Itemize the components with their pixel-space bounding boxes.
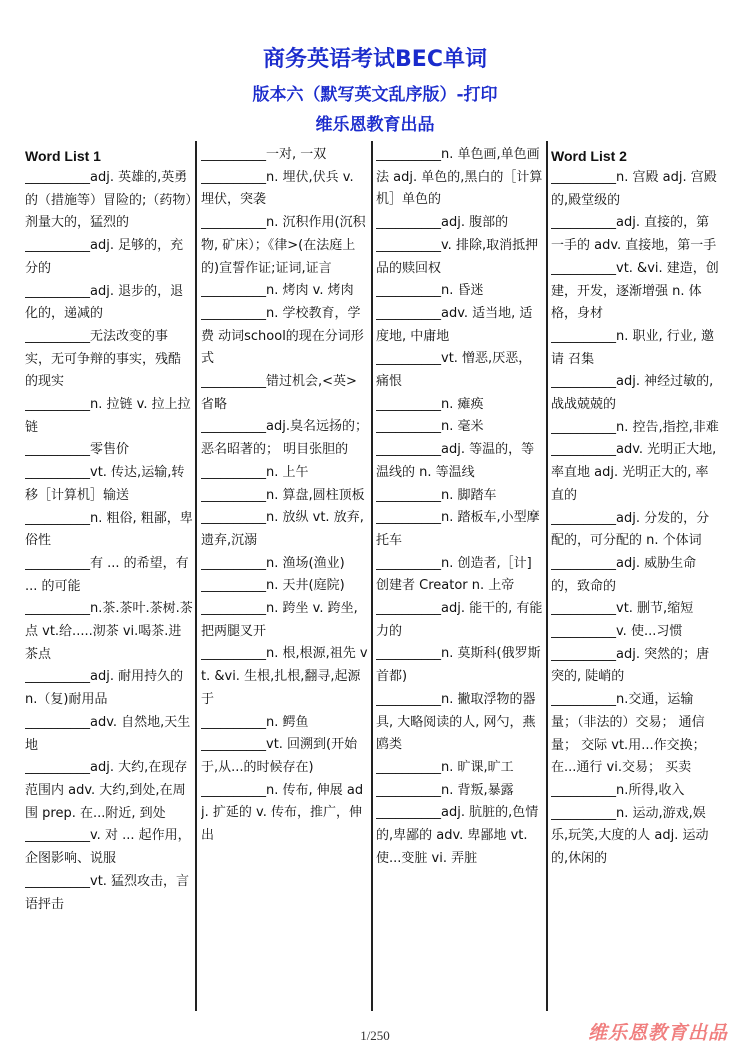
- word-list-heading: Word List 1: [25, 148, 101, 164]
- word-columns: [22, 141, 730, 1011]
- vocab-entry: __________vt. 猛烈攻击，言语抨击: [25, 873, 190, 912]
- vocab-entry: __________n. 运动,游戏,娱乐,玩笑,大度的人 adj. 运动的,休闲的: [551, 805, 709, 867]
- vocab-entry: __________n. 撇取浮物的器具, 大略阅读的人, 网勺，燕鸥类: [376, 691, 536, 753]
- vocab-entry: __________n.所得,收入: [551, 782, 685, 798]
- vocab-entry: __________v. 排除,取消抵押品的赎回权: [376, 237, 539, 276]
- vocab-entry: __________n. 莫斯科(俄罗斯首都): [376, 646, 541, 685]
- word-list-heading: Word List 2: [551, 148, 627, 164]
- vocab-entry: __________无法改变的事实，无可争辩的事实，残酷的现实: [25, 328, 182, 390]
- vocab-entry: __________n. 传布, 伸展 adj. 扩延的 v. 传布，推广，伸出: [201, 782, 364, 844]
- vocab-entry: __________错过机会,<英>省略: [201, 374, 357, 412]
- vocab-entry: __________n. 昏迷: [376, 283, 484, 299]
- vocab-entry: __________adv. 自然地,天生地: [25, 714, 191, 753]
- vocab-entry: __________n. 埋伏,伏兵 v. 埋伏，突袭: [201, 169, 354, 208]
- vocab-entry: __________adj. 直接的，第一手的 adv. 直接地，第一手: [551, 215, 717, 254]
- vocab-entry: __________v. 使...习惯: [551, 624, 683, 640]
- vocab-entry: __________adv. 适当地, 适度地, 中庸地: [376, 305, 533, 344]
- vocab-entry: __________vt. 传达,运输,转移［计算机］输送: [25, 465, 185, 503]
- vocab-entry: __________n. 渔场(渔业): [201, 555, 345, 571]
- vocab-entry: __________零售价: [25, 442, 130, 458]
- vocab-entry: __________v. 对 ... 起作用，企图影响、说服: [25, 828, 191, 867]
- vocab-entry: __________adv. 光明正大地, 率直地 adj. 光明正大的, 率直的: [551, 442, 717, 503]
- vocab-entry: __________n. 职业, 行业, 邀请 召集: [551, 328, 715, 367]
- vocab-entry: __________一对, 一双: [201, 147, 327, 162]
- vocab-entry: __________n. 跨坐 v. 跨坐, 把两腿叉开: [201, 601, 358, 639]
- vocab-entry: __________adj. 突然的；唐突的, 陡峭的: [551, 646, 710, 685]
- vocab-entry: __________n. 背叛,暴露: [376, 782, 514, 798]
- vocab-entry: __________n. 天井(庭院): [201, 578, 345, 594]
- word-column-2: [201, 141, 369, 1011]
- vocab-entry: __________adj. 腹部的: [376, 215, 509, 231]
- vocab-entry: __________n. 单色画,单色画法 adj. 单色的,黑白的［计算机］单色的: [376, 147, 543, 208]
- vocab-entry: __________adj. 耐用持久的 n.（复)耐用品: [25, 669, 184, 708]
- vocab-entry: __________adj. 退步的，退化的，递减的: [25, 283, 184, 322]
- document-subtitle: 版本六（默写英文乱序版）-打印: [252, 85, 498, 105]
- vocab-entry: __________adj. 等温的，等温线的 n. 等温线: [376, 442, 535, 480]
- vocab-entry: __________adj. 英雄的,英勇的（措施等）冒险的;（药物）剂量大的，猛烈的: [25, 170, 192, 231]
- vocab-entry: __________n. 学校教育，学费 动词school的现在分词形式: [201, 305, 364, 367]
- vocab-entry: __________vt. &vi. 建造，创建，开发，逐渐增强 n. 体格，身材: [551, 260, 719, 322]
- vocab-entry: __________n.茶.茶叶.茶树.茶点 vt.给.....沏茶 vi.喝茶.进茶点: [25, 601, 193, 662]
- vocab-entry: __________n. 踏板车,小型摩托车: [376, 510, 540, 548]
- vocab-entry: __________adj. 能干的, 有能力的: [376, 601, 543, 639]
- vocab-entry: __________n. 放纵 vt. 放弃,遗弃,沉溺: [201, 510, 364, 548]
- vocab-entry: __________n. 拉链 v. 拉上拉链: [25, 397, 191, 435]
- vocab-entry: __________n. 宫殿 adj. 宫殿的,殿堂级的: [551, 170, 717, 208]
- vocab-entry: __________adj. 神经过敏的, 战战兢兢的: [551, 374, 714, 413]
- vocab-entry: __________n. 创造者,［计]创建者 Creator n. 上帝: [376, 555, 532, 594]
- vocab-entry: __________n.交通，运输量；（非法的）交易； 通信量； 交际 vt.用...作交换； 在...通行 vi.交易； 买卖: [551, 692, 706, 776]
- vocab-entry: __________adj. 威胁生命的，致命的: [551, 555, 697, 594]
- vocab-entry: __________adj. 足够的，充分的: [25, 238, 184, 276]
- vocab-entry: __________adj. 分发的，分配的，可分配的 n. 个体词: [551, 510, 710, 549]
- vocab-entry: __________vt. 回溯到(开始于,从...的时候存在): [201, 737, 358, 775]
- publisher-watermark: 维乐恩教育出品: [588, 1022, 729, 1044]
- vocab-entry: __________n. 算盘,圆柱顶板: [201, 487, 365, 503]
- document-title: 商务英语考试BEC单词: [263, 47, 487, 72]
- vocab-entry: __________n. 鳄鱼: [201, 714, 309, 730]
- column-divider: [546, 141, 548, 1011]
- publisher-line: 维乐恩教育出品: [315, 115, 435, 135]
- vocab-entry: __________adj.臭名远扬的； 恶名昭著的； 明目张胆的: [201, 419, 368, 458]
- vocab-entry: __________n. 烤肉 v. 烤肉: [201, 283, 354, 299]
- vocab-entry: __________n. 沉积作用(沉积物, 矿床）；《律>(在法庭上的)宣誓作证;证词,证言: [201, 215, 366, 276]
- vocab-entry: __________vt. 删节,缩短: [551, 601, 694, 617]
- vocab-entry: __________n. 旷课,旷工: [376, 759, 514, 775]
- vocab-entry: __________n. 控告,指控,非难: [551, 419, 719, 435]
- vocab-entry: __________n. 毫米: [376, 419, 484, 435]
- vocab-entry: __________n. 上午: [201, 464, 309, 480]
- vocab-entry: __________adj. 大约,在现存范围内 adv. 大约,到处,在周围 prep. 在...附近, 到处: [25, 760, 188, 821]
- vocab-entry: __________n. 脚踏车: [376, 487, 497, 503]
- vocab-entry: __________adj. 肮脏的,色情的,卑鄙的 adv. 卑鄙地 vt. 使...变脏 vi. 弄脏: [376, 805, 539, 866]
- column-divider: [371, 141, 373, 1011]
- page-number: 1/250: [360, 1028, 390, 1043]
- vocab-entry: __________n. 瘫痪: [376, 396, 484, 412]
- word-column-1: [25, 141, 193, 1011]
- vocab-entry: __________n. 粗俗, 粗鄙，卑俗性: [25, 510, 193, 549]
- vocab-entry: __________n. 根,根源,祖先 vt. &vi. 生根,扎根,翻寻,起源于: [201, 646, 368, 707]
- word-column-3: [376, 141, 544, 1011]
- column-divider: [195, 141, 197, 1011]
- word-column-4: [551, 141, 719, 1011]
- vocab-entry: __________有 ... 的希望，有 ... 的可能: [25, 555, 189, 594]
- vocab-entry: __________vt. 憎恶,厌恶，痛恨: [376, 351, 532, 390]
